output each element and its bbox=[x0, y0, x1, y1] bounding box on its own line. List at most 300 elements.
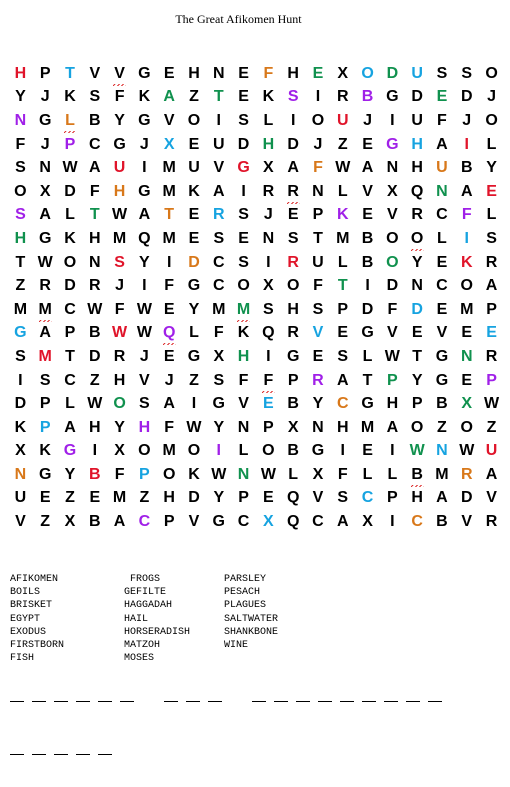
grid-letter: P bbox=[337, 300, 349, 318]
grid-letter: D bbox=[411, 300, 423, 318]
grid-letter: Z bbox=[89, 371, 100, 389]
grid-letter: L bbox=[437, 229, 447, 247]
letter-blank[interactable] bbox=[252, 701, 266, 702]
grid-letter: O bbox=[405, 230, 430, 248]
letter-blank[interactable] bbox=[274, 701, 288, 702]
grid-letter: M bbox=[360, 418, 375, 436]
grid-letter: A bbox=[163, 395, 175, 413]
letter-blank[interactable] bbox=[384, 701, 398, 702]
grid-letter: Y bbox=[213, 418, 225, 436]
grid-letter: S bbox=[486, 229, 497, 247]
grid-letter: U bbox=[212, 135, 225, 153]
grid-letter: L bbox=[263, 111, 274, 129]
letter-blank[interactable] bbox=[10, 701, 24, 702]
grid-letter: U bbox=[188, 159, 200, 177]
grid-letter: Q bbox=[410, 182, 424, 200]
grid-letter: T bbox=[15, 253, 26, 271]
grid-letter: D bbox=[188, 489, 200, 507]
grid-letter: N bbox=[460, 347, 473, 365]
grid-letter: U bbox=[411, 111, 423, 129]
grid-letter: S bbox=[263, 300, 274, 318]
grid-letter: X bbox=[312, 465, 324, 483]
word-list-item: SALTWATER bbox=[224, 613, 279, 625]
grid-letter: N bbox=[237, 465, 250, 483]
grid-letter: P bbox=[139, 465, 150, 483]
letter-blank[interactable] bbox=[54, 754, 68, 755]
word-list-item: HORSERADISH bbox=[124, 626, 191, 638]
letter-blank[interactable] bbox=[340, 701, 354, 702]
letter-blank[interactable] bbox=[76, 701, 90, 702]
grid-letter: C bbox=[237, 513, 250, 531]
grid-letter: U bbox=[436, 159, 448, 177]
grid-letter: G bbox=[138, 111, 151, 129]
grid-row bbox=[8, 86, 504, 110]
grid-letter: G bbox=[187, 347, 201, 365]
grid-letter: Y bbox=[411, 371, 423, 389]
grid-letter: O bbox=[410, 418, 424, 436]
grid-letter: E bbox=[263, 395, 274, 413]
grid-letter: R bbox=[39, 277, 51, 295]
grid-letter: H bbox=[287, 300, 299, 318]
grid-letter: O bbox=[113, 395, 126, 413]
grid-letter: L bbox=[65, 395, 75, 413]
grid-letter: F bbox=[437, 111, 447, 129]
grid-letter: K bbox=[14, 418, 27, 436]
grid-letter: S bbox=[39, 371, 51, 389]
word-list-item: SHANKBONE bbox=[224, 626, 279, 638]
grid-letter: X bbox=[337, 64, 349, 82]
grid-letter: K bbox=[237, 324, 250, 342]
grid-letter: P bbox=[39, 395, 51, 413]
grid-letter: I bbox=[340, 442, 345, 460]
grid-letter: Q bbox=[286, 489, 300, 507]
grid-letter: D bbox=[64, 277, 76, 295]
grid-letter: N bbox=[312, 418, 324, 436]
answer-word-blanks bbox=[252, 689, 450, 707]
grid-letter: E bbox=[238, 229, 249, 247]
grid-letter: S bbox=[139, 395, 150, 413]
grid-letter: I bbox=[216, 111, 221, 129]
grid-letter: V bbox=[188, 513, 200, 531]
grid-letter: A bbox=[336, 371, 349, 389]
grid-letter: Y bbox=[64, 465, 76, 483]
grid-letter: X bbox=[39, 182, 51, 200]
grid-letter: L bbox=[387, 465, 398, 483]
letter-blank[interactable] bbox=[406, 701, 420, 702]
grid-letter: X bbox=[263, 159, 274, 177]
grid-letter: B bbox=[436, 513, 448, 531]
grid-letter: D bbox=[64, 182, 76, 200]
grid-letter: D bbox=[361, 300, 374, 318]
grid-letter: L bbox=[65, 206, 75, 224]
letter-blank[interactable] bbox=[54, 701, 68, 702]
grid-letter: R bbox=[485, 347, 498, 365]
grid-letter: R bbox=[411, 206, 423, 224]
grid-letter: V bbox=[89, 64, 101, 82]
letter-blank[interactable] bbox=[186, 701, 200, 702]
word-list-item: EGYPT bbox=[10, 613, 41, 625]
grid-letter: N bbox=[386, 159, 399, 177]
letter-blank[interactable] bbox=[98, 754, 112, 755]
grid-letter: R bbox=[212, 206, 225, 224]
grid-letter: H bbox=[14, 229, 27, 247]
grid-letter: M bbox=[212, 300, 226, 318]
grid-letter: B bbox=[361, 229, 374, 247]
grid-letter: O bbox=[386, 253, 399, 271]
letter-blank[interactable] bbox=[208, 701, 222, 702]
grid-letter: P bbox=[287, 371, 299, 389]
grid-letter: R bbox=[287, 324, 299, 342]
grid-letter: F bbox=[164, 277, 175, 295]
grid-letter: E bbox=[312, 64, 324, 82]
word-search-grid bbox=[8, 62, 504, 534]
grid-letter: K bbox=[460, 253, 473, 271]
grid-letter: A bbox=[89, 159, 101, 177]
letter-blank[interactable] bbox=[362, 701, 376, 702]
grid-letter: U bbox=[312, 253, 324, 271]
grid-letter: J bbox=[313, 135, 323, 153]
grid-letter: K bbox=[39, 442, 51, 460]
grid-letter: W bbox=[459, 442, 475, 460]
grid-letter: O bbox=[311, 111, 325, 129]
grid-letter: H bbox=[237, 347, 250, 365]
grid-row bbox=[8, 463, 504, 487]
grid-letter: K bbox=[336, 206, 349, 224]
grid-letter: I bbox=[390, 442, 395, 460]
grid-letter: R bbox=[281, 183, 306, 201]
grid-letter: P bbox=[387, 489, 398, 507]
grid-letter: W bbox=[186, 418, 202, 436]
grid-letter: P bbox=[238, 489, 249, 507]
grid-letter: I bbox=[241, 182, 246, 200]
grid-letter: X bbox=[461, 395, 473, 413]
grid-letter: L bbox=[337, 182, 348, 200]
grid-letter: E bbox=[188, 135, 200, 153]
grid-letter: X bbox=[287, 418, 299, 436]
grid-letter: G bbox=[14, 324, 27, 342]
grid-letter: Y bbox=[213, 489, 225, 507]
word-column bbox=[224, 573, 278, 665]
grid-letter: O bbox=[460, 277, 473, 295]
grid-letter: E bbox=[263, 489, 274, 507]
grid-letter: C bbox=[361, 489, 374, 507]
grid-letter: Z bbox=[189, 88, 199, 106]
letter-blank[interactable] bbox=[296, 701, 310, 702]
letter-blank[interactable] bbox=[120, 701, 134, 702]
grid-letter: U bbox=[411, 64, 423, 82]
letter-blank[interactable] bbox=[10, 754, 24, 755]
grid-row bbox=[8, 416, 504, 440]
grid-letter: V bbox=[213, 159, 225, 177]
grid-letter: Y bbox=[312, 395, 324, 413]
grid-letter: E bbox=[163, 64, 175, 82]
grid-letter: K bbox=[138, 88, 151, 106]
grid-letter: O bbox=[286, 277, 300, 295]
grid-letter: E bbox=[188, 206, 200, 224]
grid-row bbox=[8, 109, 504, 133]
grid-letter: E bbox=[287, 206, 299, 224]
grid-letter: U bbox=[336, 111, 349, 129]
grid-letter: G bbox=[386, 88, 399, 106]
grid-letter: J bbox=[363, 111, 372, 129]
grid-letter: T bbox=[412, 347, 423, 365]
grid-letter: B bbox=[89, 111, 101, 129]
grid-letter: S bbox=[15, 159, 26, 177]
grid-letter: D bbox=[237, 135, 250, 153]
grid-letter: F bbox=[89, 182, 100, 200]
grid-letter: G bbox=[361, 395, 374, 413]
grid-row bbox=[8, 345, 504, 369]
letter-blank[interactable] bbox=[76, 754, 90, 755]
grid-letter: F bbox=[313, 277, 323, 295]
word-list-item: BOILS bbox=[10, 587, 41, 599]
grid-letter: P bbox=[486, 371, 497, 389]
grid-letter: A bbox=[436, 489, 448, 507]
grid-letter: Y bbox=[411, 253, 423, 271]
grid-letter: D bbox=[411, 88, 423, 106]
grid-letter: R bbox=[485, 253, 498, 271]
grid-letter: E bbox=[312, 347, 324, 365]
grid-letter: H bbox=[287, 64, 299, 82]
grid-letter: Z bbox=[189, 371, 199, 389]
grid-letter: L bbox=[238, 442, 249, 460]
grid-letter: S bbox=[213, 371, 225, 389]
word-list-item: MOSES bbox=[124, 653, 155, 665]
grid-letter: E bbox=[238, 64, 249, 82]
grid-letter: P bbox=[411, 395, 423, 413]
grid-letter: B bbox=[89, 513, 101, 531]
grid-letter: A bbox=[39, 206, 51, 224]
grid-letter: J bbox=[139, 135, 149, 153]
grid-letter: B bbox=[460, 159, 473, 177]
grid-letter: Z bbox=[65, 489, 75, 507]
grid-letter: W bbox=[335, 159, 351, 177]
letter-blank[interactable] bbox=[164, 701, 178, 702]
grid-letter: J bbox=[40, 135, 50, 153]
grid-letter: K bbox=[188, 182, 200, 200]
grid-letter: V bbox=[238, 395, 249, 413]
grid-letter: C bbox=[411, 513, 423, 531]
grid-row bbox=[8, 322, 504, 346]
answer-word-blanks bbox=[10, 689, 142, 707]
word-list-item: PESACH bbox=[224, 587, 261, 599]
grid-letter: A bbox=[336, 513, 349, 531]
grid-letter: J bbox=[139, 347, 149, 365]
grid-letter: W bbox=[37, 253, 53, 271]
grid-letter: M bbox=[460, 300, 474, 318]
grid-letter: V bbox=[163, 111, 175, 129]
grid-letter: M bbox=[231, 301, 256, 319]
word-list-item: HAIL bbox=[124, 613, 149, 625]
grid-letter: E bbox=[436, 253, 448, 271]
grid-letter: A bbox=[485, 465, 498, 483]
grid-letter: N bbox=[212, 64, 225, 82]
grid-letter: Q bbox=[138, 229, 151, 247]
grid-letter: R bbox=[113, 347, 126, 365]
grid-letter: H bbox=[89, 229, 101, 247]
grid-letter: L bbox=[486, 135, 497, 153]
grid-letter: V bbox=[387, 206, 398, 224]
grid-row bbox=[8, 440, 504, 464]
grid-letter: O bbox=[262, 442, 275, 460]
grid-letter: T bbox=[362, 371, 373, 389]
answer-blanks-line-1 bbox=[10, 689, 472, 707]
letter-blank[interactable] bbox=[318, 701, 332, 702]
grid-letter: X bbox=[64, 513, 76, 531]
grid-letter: T bbox=[89, 206, 100, 224]
grid-letter: A bbox=[386, 418, 399, 436]
grid-letter: V bbox=[139, 371, 150, 389]
grid-row bbox=[8, 251, 504, 275]
letter-blank[interactable] bbox=[98, 701, 112, 702]
grid-letter: S bbox=[312, 300, 324, 318]
grid-letter: I bbox=[191, 395, 197, 413]
grid-letter: G bbox=[311, 442, 325, 460]
letter-blank[interactable] bbox=[428, 701, 442, 702]
grid-letter: G bbox=[286, 347, 300, 365]
grid-letter: I bbox=[266, 347, 271, 365]
word-list-item: WINE bbox=[224, 640, 249, 652]
grid-letter: U bbox=[485, 442, 498, 460]
grid-letter: A bbox=[485, 277, 498, 295]
grid-letter: B bbox=[287, 442, 299, 460]
grid-row bbox=[8, 156, 504, 180]
grid-letter: O bbox=[485, 111, 498, 129]
grid-letter: P bbox=[64, 135, 76, 153]
grid-letter: B bbox=[436, 395, 448, 413]
grid-letter: B bbox=[405, 466, 430, 484]
grid-letter: T bbox=[213, 88, 224, 106]
grid-letter: V bbox=[107, 65, 132, 83]
grid-letter: C bbox=[436, 277, 448, 295]
grid-letter: X bbox=[263, 513, 274, 531]
grid-letter: M bbox=[162, 229, 176, 247]
grid-letter: K bbox=[188, 465, 200, 483]
grid-letter: I bbox=[216, 442, 221, 460]
grid-letter: P bbox=[39, 64, 51, 82]
grid-letter: W bbox=[211, 465, 227, 483]
grid-letter: C bbox=[89, 135, 101, 153]
grid-letter: J bbox=[263, 206, 273, 224]
grid-letter: R bbox=[287, 253, 299, 271]
grid-letter: K bbox=[64, 88, 76, 106]
grid-letter: V bbox=[486, 489, 497, 507]
grid-letter: O bbox=[237, 277, 250, 295]
grid-letter: P bbox=[163, 513, 175, 531]
grid-letter: W bbox=[112, 324, 128, 342]
grid-letter: N bbox=[436, 442, 448, 460]
grid-letter: O bbox=[187, 111, 201, 129]
grid-letter: O bbox=[361, 64, 374, 82]
grid-row bbox=[8, 227, 504, 251]
grid-letter: J bbox=[164, 371, 174, 389]
grid-letter: G bbox=[237, 159, 250, 177]
grid-letter: V bbox=[387, 324, 398, 342]
grid-letter: B bbox=[89, 324, 101, 342]
grid-letter: T bbox=[65, 64, 75, 82]
grid-letter: A bbox=[361, 159, 374, 177]
grid-letter: F bbox=[337, 465, 348, 483]
grid-letter: N bbox=[262, 229, 275, 247]
grid-letter: W bbox=[260, 465, 276, 483]
word-list-item: FIRSTBORN bbox=[10, 640, 65, 652]
grid-letter: P bbox=[263, 418, 274, 436]
grid-letter: K bbox=[262, 88, 275, 106]
grid-letter: G bbox=[113, 135, 126, 153]
grid-letter: S bbox=[114, 253, 125, 271]
grid-letter: F bbox=[387, 300, 398, 318]
grid-letter: H bbox=[411, 159, 423, 177]
word-list-item: PLAGUES bbox=[224, 600, 267, 612]
grid-letter: E bbox=[39, 489, 51, 507]
grid-row bbox=[8, 392, 504, 416]
grid-row bbox=[8, 204, 504, 228]
grid-letter: D bbox=[386, 277, 399, 295]
grid-letter: F bbox=[461, 206, 472, 224]
grid-letter: C bbox=[312, 513, 324, 531]
letter-blank[interactable] bbox=[32, 701, 46, 702]
grid-letter: G bbox=[361, 324, 374, 342]
grid-letter: F bbox=[238, 371, 249, 389]
grid-letter: E bbox=[163, 300, 175, 318]
grid-letter: J bbox=[487, 88, 496, 106]
grid-letter: E bbox=[486, 182, 497, 200]
grid-letter: N bbox=[89, 253, 101, 271]
grid-letter: W bbox=[136, 324, 152, 342]
grid-letter: P bbox=[312, 206, 324, 224]
letter-blank[interactable] bbox=[32, 754, 46, 755]
grid-letter: V bbox=[436, 324, 448, 342]
grid-letter: N bbox=[237, 418, 250, 436]
grid-letter: W bbox=[87, 300, 103, 318]
answer-word-blanks bbox=[164, 689, 230, 707]
grid-letter: I bbox=[290, 111, 296, 129]
grid-letter: C bbox=[436, 206, 448, 224]
grid-letter: D bbox=[460, 88, 473, 106]
grid-letter: B bbox=[89, 465, 101, 483]
grid-letter: S bbox=[213, 229, 225, 247]
grid-letter: V bbox=[461, 513, 473, 531]
grid-letter: S bbox=[287, 229, 299, 247]
grid-letter: M bbox=[336, 229, 350, 247]
word-list-item: FISH bbox=[10, 653, 35, 665]
grid-letter: F bbox=[15, 135, 26, 153]
grid-letter: Q bbox=[262, 324, 275, 342]
grid-letter: Y bbox=[114, 418, 125, 436]
grid-letter: B bbox=[361, 253, 374, 271]
word-list bbox=[10, 573, 278, 665]
grid-letter: W bbox=[483, 395, 500, 413]
grid-letter: G bbox=[435, 371, 449, 389]
grid-letter: M bbox=[13, 300, 28, 318]
word-list-item: EXODUS bbox=[10, 626, 47, 638]
grid-letter: E bbox=[163, 347, 175, 365]
grid-letter: S bbox=[337, 489, 349, 507]
grid-letter: H bbox=[188, 64, 200, 82]
grid-letter: I bbox=[142, 277, 147, 295]
grid-letter: N bbox=[312, 182, 324, 200]
grid-letter: F bbox=[313, 159, 323, 177]
grid-letter: R bbox=[262, 182, 275, 200]
grid-letter: H bbox=[336, 418, 349, 436]
word-list-item: PARSLEY bbox=[224, 574, 267, 585]
grid-letter: A bbox=[163, 88, 175, 106]
grid-letter: V bbox=[362, 182, 373, 200]
grid-letter: S bbox=[238, 111, 249, 129]
grid-letter: F bbox=[213, 324, 224, 342]
grid-letter: F bbox=[114, 465, 125, 483]
grid-letter: E bbox=[188, 229, 200, 247]
